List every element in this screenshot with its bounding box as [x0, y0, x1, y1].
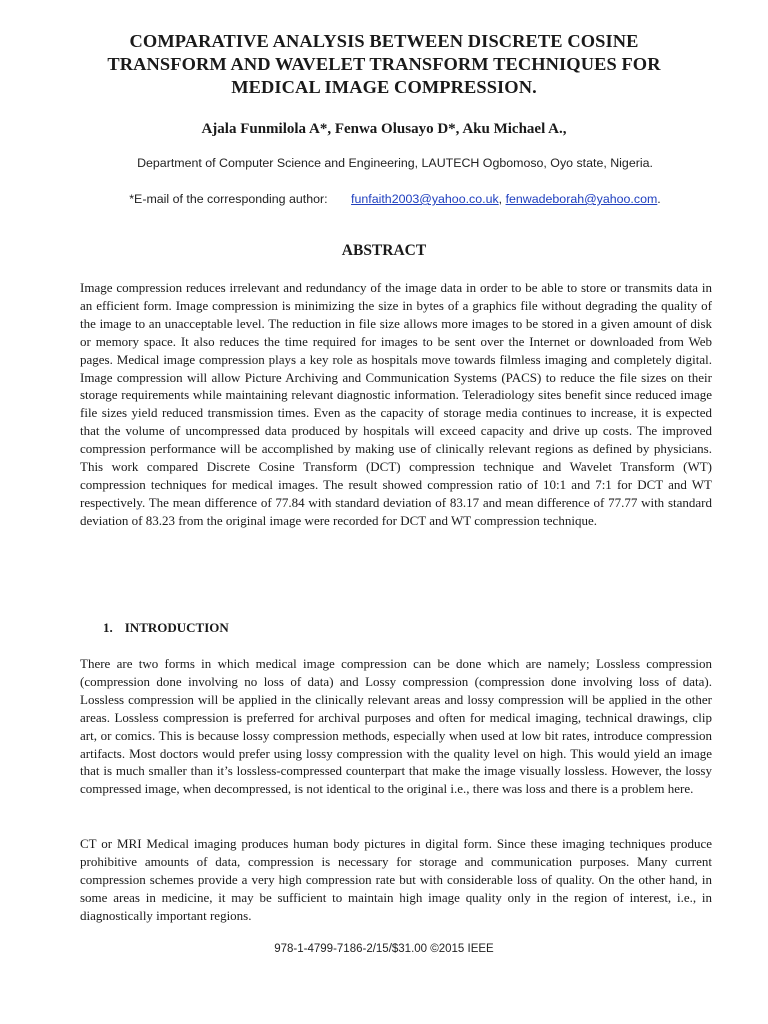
section-number: 1.	[103, 620, 113, 635]
corresponding-author-email	[0, 191, 768, 207]
introduction-paragraph-2: CT or MRI Medical imaging produces human body pictures in digital form. Since these imaging techniques produce prohibitive amounts of data, compression is necessary for storage and communication purposes. Many current compression schemes provide a very high compression rate but with considerable loss of quality. On the other hand, in some areas in medicine, it may be sufficient to maintain high image quality only in the region of interest, i.e., in diagnostically important regions.	[80, 836, 712, 923]
email-link-2[interactable]: fenwadeborah@yahoo.com	[505, 192, 658, 206]
section-title: INTRODUCTION	[124, 620, 229, 635]
copyright-footer: 978-1-4799-7186-2/15/$31.00 ©2015 IEEE	[274, 943, 494, 955]
email-label: *E-mail of the corresponding author:	[129, 192, 328, 206]
paper-title: COMPARATIVE ANALYSIS BETWEEN DISCRETE COSINE TRANSFORM AND WAVELET TRANSFORM TECHNIQUES FOR MEDICAL IMAGE COMPRESSION.	[107, 31, 661, 97]
affiliation: Department of Computer Science and Engineering, LAUTECH Ogbomoso, Oyo state, Nigeria.	[137, 156, 653, 170]
abstract-paragraph: Image compression reduces irrelevant and redundancy of the image data in order to be able to store or transmits data in an efficient form. Image compression is minimizing the size in bytes of a graphics file without degrading the quality of the image to an unacceptable level. The reduction in file size allows more images to be stored in a given amount of disk or memory space. It also reduces the time required for images to be sent over the Internet or downloaded from Web pages. Medical image compression plays a key role as hospitals move towards filmless imaging and completely digital. Image compression will allow Picture Archiving and Communication Systems (PACS) to reduce the file sizes on their storage requirements while maintaining relevant diagnostic information. Teleradiology sites benefit since reduced image file sizes yield reduced transmission times. Even as the capacity of storage media continues to increase, it is expected that the volume of uncompressed data produced by hospitals will exceed capacity and drive up costs. The improved compression performance will be accomplished by making use of clinically relevant regions as defined by physicians. This work compared Discrete Cosine Transform (DCT) compression technique and Wavelet Transform (WT) compression techniques for medical images. The result showed compression ratio of 10:1 and 7:1 for DCT and WT respectively. The mean difference of 77.84 with standard deviation of 83.17 and mean difference of 77.77 with standard deviation of 83.23 from the original image were recorded for DCT and WT compression technique.	[80, 280, 712, 528]
introduction-paragraph-1: There are two forms in which medical image compression can be done which are namely; Lossless compression (compression done involving no loss of data) and Lossy compression (compression done involving loss of data). Lossless compression will be applied in the clinically relevant areas and lossy compression will be applied in the other areas. Lossless compression is preferred for archival purposes and often for medical imaging, technical drawings, clip art, or comics. This is because lossy compression methods, especially when used at low bit rates, introduce compression artifacts. Most doctors would prefer using lossy compression with the quality level on high. This would yield an image that is much smaller than it’s lossless-compressed counterpart that make the image visually lossless. However, the lossy compressed image, when decompressed, is not identical to the original i.e., there was loss and there is a problem here.	[80, 656, 712, 797]
email-end: .	[657, 192, 661, 206]
author-list: Ajala Funmilola A*, Fenwa Olusayo D*, Aku Michael A.,	[201, 121, 567, 137]
abstract-heading: ABSTRACT	[341, 242, 427, 259]
introduction-heading	[103, 619, 229, 636]
email-link-1[interactable]: funfaith2003@yahoo.co.uk	[351, 192, 499, 206]
email-separator: ,	[498, 192, 503, 206]
